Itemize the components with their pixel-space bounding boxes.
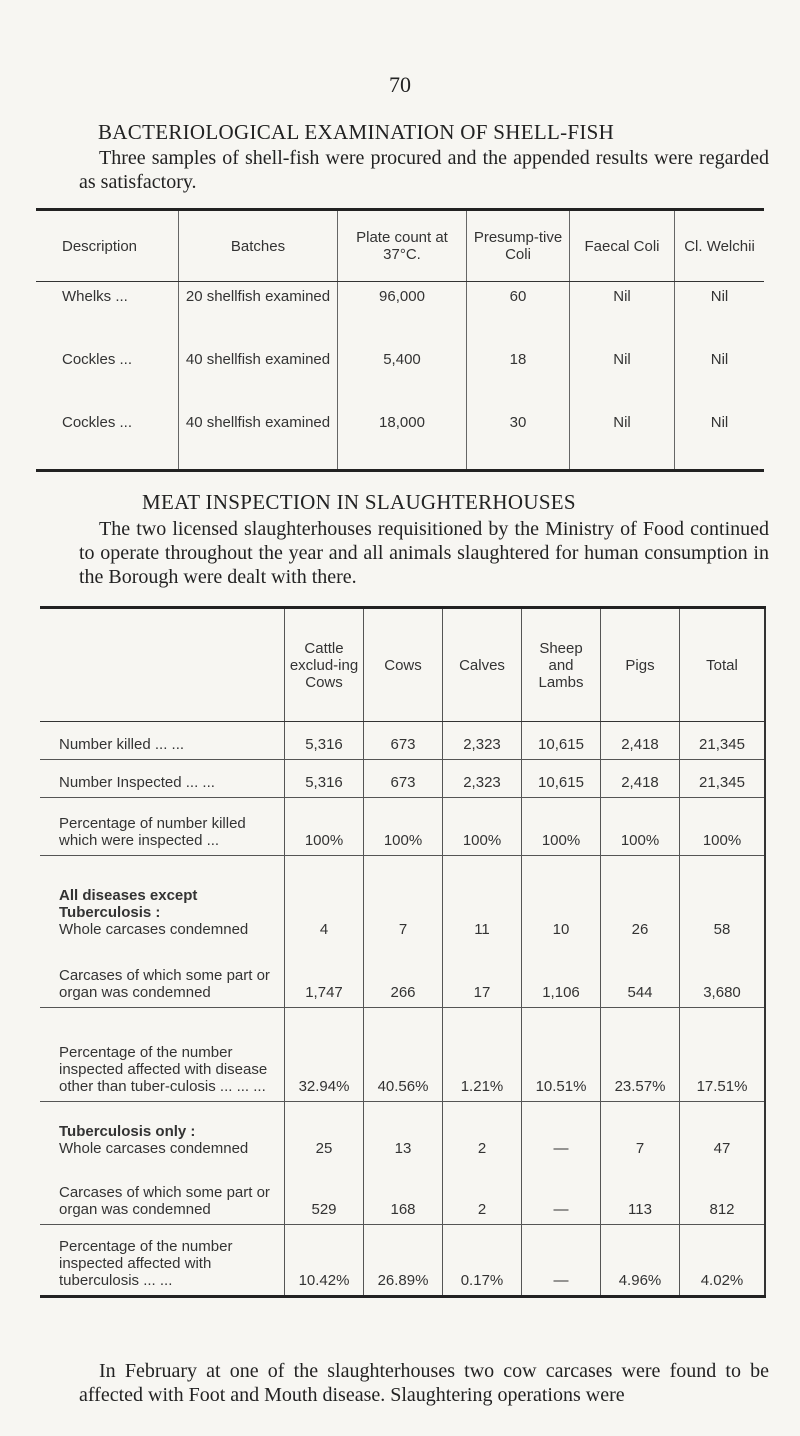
closing-paragraph: In February at one of the slaughterhouses two cow carcases were found to be affected with Foot and Mouth disease. Slaughtering operations were [79,1360,769,1406]
group-heading: Tuberculosis only : [59,1122,196,1140]
table-cell: Nil [675,345,765,408]
table-cell: 812 [680,1163,766,1225]
table-cell: 7 [364,856,443,944]
meat-heading: MEAT INSPECTION IN SLAUGHTERHOUSES [142,490,576,514]
table-cell: Nil [675,408,765,471]
table-cell: 5,316 [285,760,364,798]
table-cell: 10,615 [522,722,601,760]
table-cell: Nil [570,408,675,471]
table-row [40,760,765,798]
table-cell: 4 [285,856,364,944]
column-header: Total [680,608,766,722]
table-cell: 25 [285,1102,364,1163]
column-header: Sheep and Lambs [522,608,601,722]
table-cell: 21,345 [680,722,766,760]
column-header: Plate count at 37°C. [338,210,467,282]
column-header: Cl. Welchii [675,210,765,282]
table-cell: Cockles ... [62,414,133,431]
shellfish-heading: BACTERIOLOGICAL EXAMINATION OF SHELL-FISH [98,120,615,144]
table-cell: 1.21% [443,1008,522,1102]
table-cell: 40 shellfish examined [179,345,338,408]
table-cell: Whelks ... [62,288,128,305]
table-cell: 4.96% [601,1225,680,1297]
row-label: Number Inspected ... ... [40,760,285,798]
table-cell: 673 [364,722,443,760]
table-cell: 1,747 [285,944,364,1008]
column-header: Description [36,210,179,282]
table-cell: 2,418 [601,760,680,798]
table-cell: 100% [443,798,522,856]
column-header: Pigs [601,608,680,722]
table-cell: 2,323 [443,760,522,798]
table-cell: 10.51% [522,1008,601,1102]
table-cell: 7 [601,1102,680,1163]
table-cell: 47 [680,1102,766,1163]
table-cell: 18 [467,345,570,408]
column-header: Cows [364,608,443,722]
table-cell: 100% [522,798,601,856]
table-cell: 100% [601,798,680,856]
table-cell: 113 [601,1163,680,1225]
column-header: Presump-tive Coli [467,210,570,282]
table-header-row [36,210,764,282]
table-row [36,408,764,471]
table-cell: 100% [285,798,364,856]
table-cell: 60 [467,282,570,346]
table-cell: — [522,1163,601,1225]
table-cell: 10 [522,856,601,944]
table-cell: 5,316 [285,722,364,760]
table-row [40,1163,765,1225]
table-cell: 5,400 [338,345,467,408]
table-cell: Nil [675,282,765,346]
shellfish-intro: Three samples of shell-fish were procured and the appended results were regarded as satisfactory. [79,147,769,193]
table-cell: 32.94% [285,1008,364,1102]
shellfish-table [36,208,764,472]
table-cell: 4.02% [680,1225,766,1297]
row-label: All diseases except Tuberculosis : Whole carcases condemned [59,886,249,938]
table-cell: 673 [364,760,443,798]
page-number: 70 [389,72,411,97]
table-cell: 30 [467,408,570,471]
table-cell: 3,680 [680,944,766,1008]
table-cell: 2,323 [443,722,522,760]
row-label: Carcases of which some part or organ was condemned [40,944,285,1008]
row-label: Carcases of which some part or organ was condemned [40,1163,285,1225]
meat-table [40,606,766,1298]
table-cell: 40.56% [364,1008,443,1102]
table-cell: Nil [570,282,675,346]
table-cell: 529 [285,1163,364,1225]
column-header: Calves [443,608,522,722]
table-cell: 10.42% [285,1225,364,1297]
column-header: Batches [179,210,338,282]
table-cell: Cockles ... [62,351,133,368]
table-cell: 26 [601,856,680,944]
table-cell: 100% [680,798,766,856]
row-label: Tuberculosis only : Whole carcases condemned [59,1122,249,1157]
table-cell: 20 shellfish examined [179,282,338,346]
table-cell: 1,106 [522,944,601,1008]
table-row [36,282,764,346]
table-cell: 544 [601,944,680,1008]
row-label: Percentage of the number inspected affected with tuberculosis ... ... [59,1238,233,1289]
column-header: Faecal Coli [570,210,675,282]
table-cell: 13 [364,1102,443,1163]
table-row [40,1008,765,1102]
table-row [40,722,765,760]
table-cell: 2 [443,1102,522,1163]
table-cell: 26.89% [364,1225,443,1297]
table-cell: 17.51% [680,1008,766,1102]
column-header: Cattle exclud-ing Cows [285,608,364,722]
table-row [36,345,764,408]
meat-intro: The two licensed slaughterhouses requisitioned by the Ministry of Food continued to operate throughout the year and all animals slaughtered for human consumption in the Borough were dealt with there. [79,518,769,588]
table-cell: 58 [680,856,766,944]
table-cell: 11 [443,856,522,944]
table-cell: 23.57% [601,1008,680,1102]
table-cell: 0.17% [443,1225,522,1297]
table-cell: Nil [570,345,675,408]
table-cell: 96,000 [338,282,467,346]
table-cell: 2 [443,1163,522,1225]
table-cell: 40 shellfish examined [179,408,338,471]
table-cell: 18,000 [338,408,467,471]
row-label: Percentage of number killed which were inspected ... [40,798,285,856]
table-cell: — [522,1225,601,1297]
row-label: Percentage of the number inspected affected with disease other than tuber-culosis ... ... ... [40,1008,285,1102]
column-header-blank [40,608,285,722]
table-cell: 10,615 [522,760,601,798]
table-cell: 17 [443,944,522,1008]
group-heading: All diseases except Tuberculosis : [59,886,198,921]
table-row [40,1102,765,1163]
table-row [40,856,765,944]
table-row [40,944,765,1008]
row-label: Number killed ... ... [40,722,285,760]
table-cell: — [522,1102,601,1163]
table-row [40,798,765,856]
table-cell: 266 [364,944,443,1008]
table-cell: 2,418 [601,722,680,760]
table-cell: 21,345 [680,760,766,798]
table-header-row [40,608,765,722]
table-row [40,1225,765,1297]
table-cell: 100% [364,798,443,856]
table-cell: 168 [364,1163,443,1225]
